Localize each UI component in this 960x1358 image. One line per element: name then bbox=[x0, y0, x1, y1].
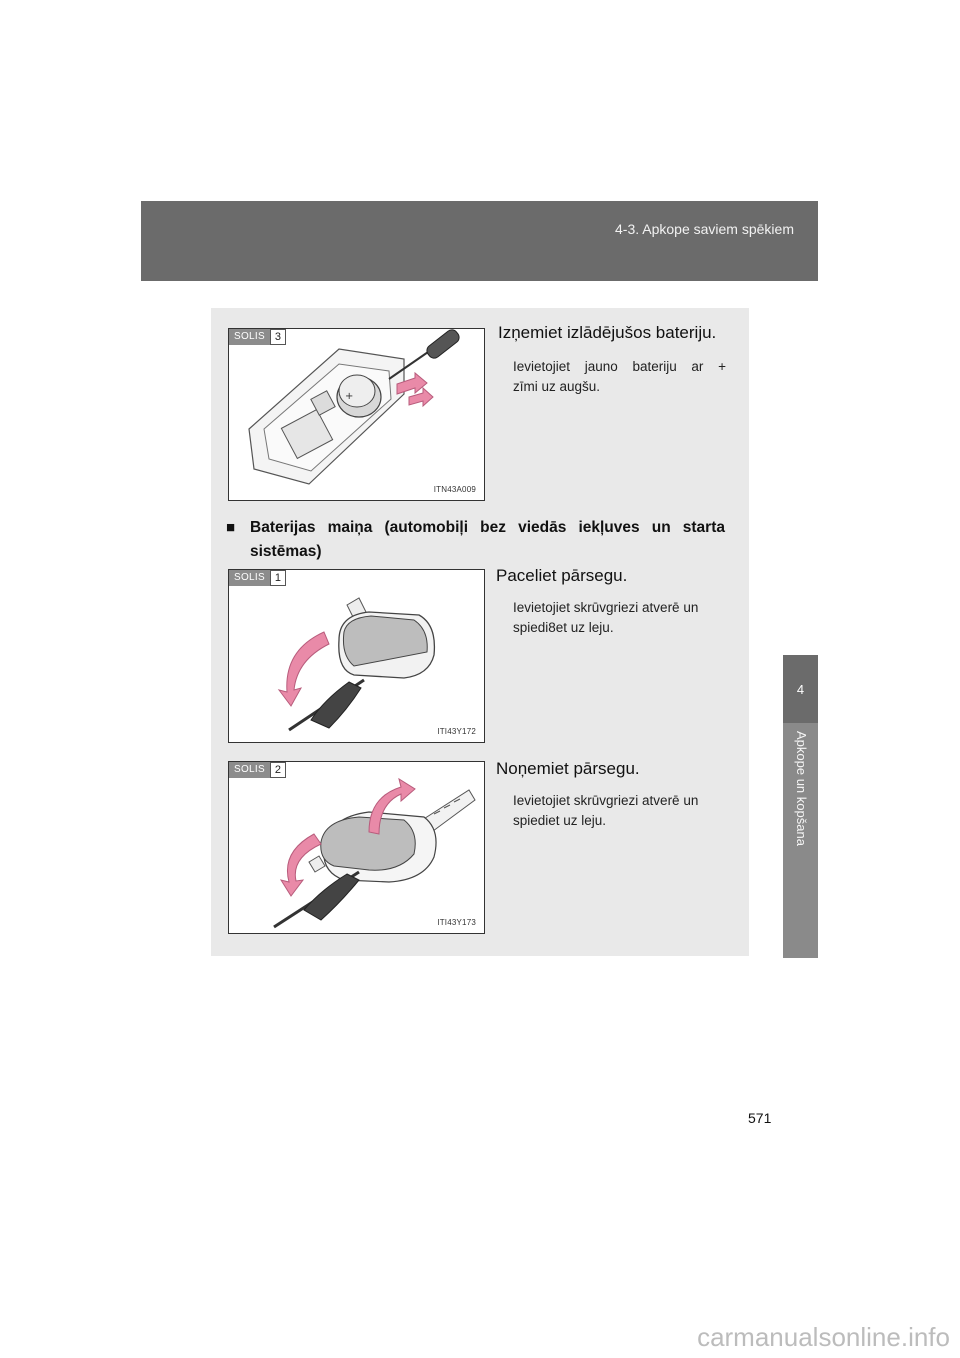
step-3-description-line: Ievietojiet jauno bateriju ar + bbox=[513, 359, 726, 374]
header-band bbox=[141, 201, 818, 281]
section-bullet: ■ bbox=[226, 519, 236, 536]
figure-code: ITI43Y172 bbox=[437, 727, 476, 736]
step-1-description-line: Ievietojiet skrūvgriezi atverē un bbox=[513, 600, 699, 615]
chapter-title-tab bbox=[783, 723, 818, 958]
step-1-description-line: spiedi8et uz leju. bbox=[513, 620, 614, 635]
section-heading-text: Baterijas maiņa (automobiļi bez viedās iekļuves un starta sistēmas) bbox=[250, 519, 725, 560]
section-heading bbox=[226, 516, 725, 564]
step-1-title: Paceliet pārsegu. bbox=[496, 566, 628, 585]
step-2-title: Noņemiet pārsegu. bbox=[496, 759, 640, 778]
lift-cover-illustration bbox=[229, 570, 485, 743]
step-badge-number: 1 bbox=[270, 570, 286, 586]
figure-code: ITI43Y173 bbox=[437, 918, 476, 927]
page-number: 571 bbox=[748, 1110, 772, 1126]
step-2-description bbox=[513, 791, 728, 831]
step-3-description bbox=[513, 357, 726, 397]
step-badge-label: SOLIS bbox=[229, 570, 270, 586]
watermark: carmanualsonline.info bbox=[697, 1322, 950, 1352]
step-2-description-line: spiediet uz leju. bbox=[513, 813, 607, 828]
chapter-title: Apkope un kopšana bbox=[794, 731, 809, 846]
svg-text:+: + bbox=[345, 391, 354, 402]
step-3-description-line: zīmi uz augšu. bbox=[513, 379, 601, 394]
step-badge-number: 2 bbox=[270, 762, 286, 778]
step-badge-label: SOLIS bbox=[229, 329, 270, 345]
figure-remove-cover bbox=[228, 761, 485, 934]
step-badge-label: SOLIS bbox=[229, 762, 270, 778]
step-2-description-line: Ievietojiet skrūvgriezi atverē un bbox=[513, 793, 699, 808]
step-badge-number: 3 bbox=[270, 329, 286, 345]
battery-removal-illustration bbox=[229, 329, 485, 501]
figure-code: ITN43A009 bbox=[433, 485, 476, 494]
remove-cover-illustration bbox=[229, 762, 485, 934]
section-title: 4-3. Apkope saviem spēkiem bbox=[615, 221, 794, 237]
chapter-tab bbox=[783, 655, 818, 723]
chapter-number: 4 bbox=[796, 682, 805, 697]
step-3-title: Izņemiet izlādējušos bateriju. bbox=[498, 323, 717, 342]
figure-battery-removal bbox=[228, 328, 485, 501]
step-1-description bbox=[513, 598, 728, 638]
figure-lift-cover bbox=[228, 569, 485, 743]
